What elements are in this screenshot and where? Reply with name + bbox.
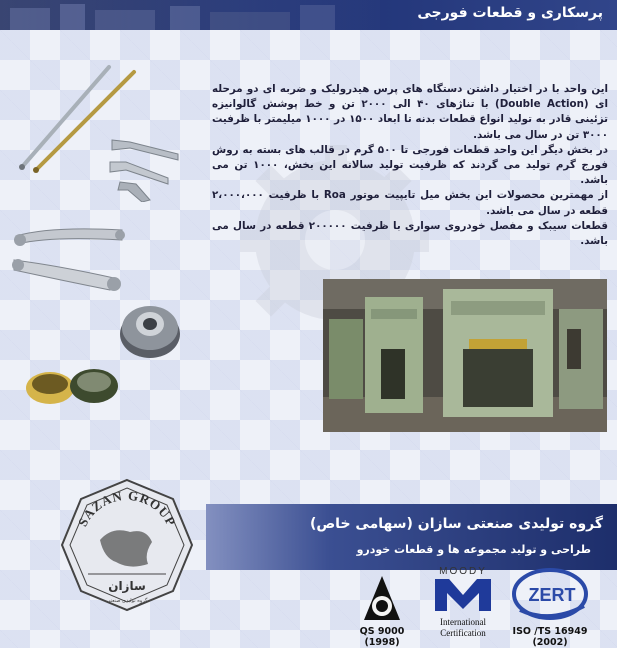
hydraulic-press-photo-icon (323, 279, 607, 432)
bushings-image (24, 366, 120, 408)
qs9000-certificate (356, 574, 408, 648)
company-name: گروه تولیدی صنعتی سازان (سهامی خاص) (309, 516, 603, 532)
hub-flange-image (118, 296, 182, 362)
company-banner (206, 504, 617, 570)
moody-certification: Certification (440, 628, 486, 638)
control-arms-image (10, 222, 128, 294)
svg-text:SAZAN GROUP: SAZAN GROUP (74, 487, 180, 529)
zert-iso-label: ISO /TS 16949 (512, 626, 588, 637)
qs9000-logo-icon (362, 574, 402, 622)
zert-logo-icon (510, 566, 590, 622)
zert-year: (2002) (532, 637, 568, 648)
moody-international: International (440, 617, 486, 627)
paragraph-ball-joints: قطعات سیبک و مفصل خودروی سواری با ظرفیت ۲۰۰۰۰۰ قطعه در سال می باشد. (212, 219, 608, 248)
sazan-group-seal-logo (60, 478, 194, 612)
svg-text:سازان: سازان (108, 579, 146, 593)
header-bar (0, 0, 617, 30)
paragraph-press: این واحد با در اختیار داشتن دستگاه های پرس هیدرولیک و ضربه ای دو مرحله ای (Double Action) با تناژهای ۴۰ الی ۲۰۰۰ تن و خط پوشش گالوانیزه تزئینی قادر به تولید انواع قطعات بدنه تا ابعاد ۱۵۰۰ در ۱۰۰۰ میلیمتر با ظرفیت ۳۰۰۰ تن در سال می باشد. (212, 83, 608, 141)
qs9000-label: QS 9000 (359, 626, 405, 637)
paragraph-forging: در بخش دیگر این واحد قطعات فورجی تا ۵۰۰ گرم در قالب های بسته به روش فورج گرم تولید می گردند که ظرفیت تولید سالانه این بخش، ۱۰۰۰ تن می باشد. (212, 143, 608, 187)
press-factory-photo (323, 279, 607, 432)
page-title: پرسکاری و قطعات فورجی (417, 5, 603, 21)
qs9000-year: (1998) (364, 637, 400, 648)
svg-text:گروه تولیدی صنعتی: گروه تولیدی صنعتی (106, 598, 148, 604)
header-factory-strip (0, 0, 380, 30)
header-factory-silhouette-icon (0, 0, 380, 30)
paragraph-products: از مهمترین محصولات این بخش میل تایپیت موتور Roa با ظرفیت ۲،۰۰۰،۰۰۰ قطعه در سال می باشد. (212, 189, 608, 217)
moody-m-logo-icon (433, 577, 493, 613)
valve-pins-image (108, 132, 183, 202)
svg-text:ZERT: ZERT (528, 585, 576, 605)
description-text (212, 82, 608, 249)
zert-certificate (505, 566, 595, 648)
moody-certificate (428, 566, 498, 639)
company-tagline: طراحی و تولید مجموعه ها و قطعات خودرو (356, 543, 591, 556)
moody-brand: MOODY (439, 566, 487, 577)
